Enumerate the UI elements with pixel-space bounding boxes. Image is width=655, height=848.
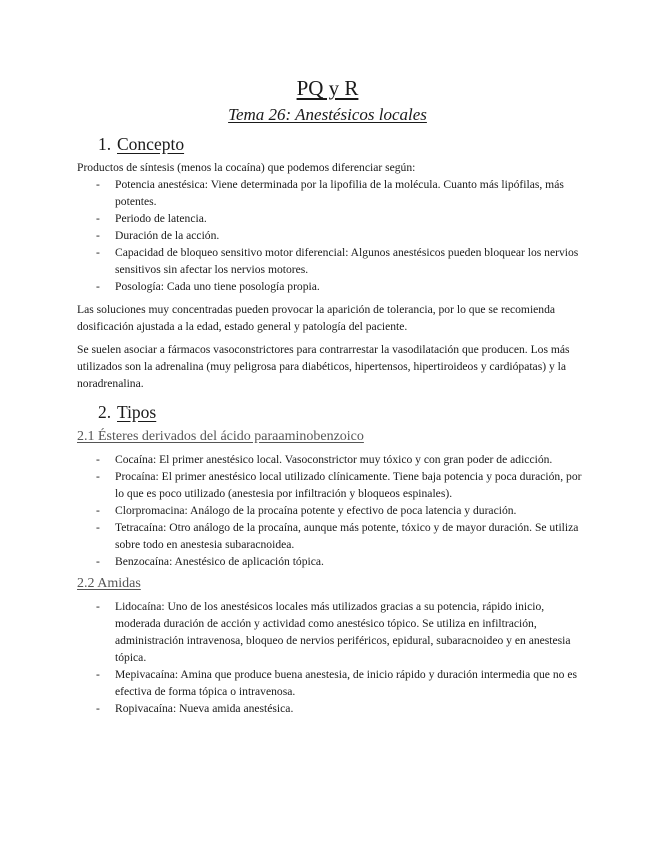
list-item: - Periodo de latencia. — [96, 212, 207, 225]
subsection-heading-esteres: 2.1 Ésteres derivados del ácido paraaminobenzoico — [77, 429, 364, 444]
dash-bullet: - — [96, 178, 100, 191]
list-item: - Mepivacaína: Amina que produce buena anestesia, de inicio rápido y duración intermedia que no es efectiva de forma tópica o intravenosa. — [96, 668, 577, 698]
section-title: Concepto — [117, 134, 185, 154]
section-heading-tipos — [98, 400, 585, 424]
esteres-list — [77, 451, 585, 570]
section1-intro: Productos de síntesis (menos la cocaína) que podemos diferenciar según: — [77, 161, 416, 174]
list-item: - Lidocaína: Uno de los anestésicos locales más utilizados gracias a su potencia, rápido inicio, moderada duración de acción y actividad como anestésico tópico. Se utiliza en infiltración, administración intravenosa, bloqueo de nervios periféricos, epidural, subaracnoideo y en anestesia tópica. — [96, 600, 571, 664]
dash-bullet: - — [96, 212, 100, 225]
list-item: - Procaína: El primer anestésico local utilizado clínicamente. Tiene baja potencia y poca duración, por lo que es poco utilizado (anestesia por infiltración y bloqueos espinales). — [96, 470, 582, 500]
list-item: - Duración de la acción. — [96, 229, 220, 242]
dash-bullet: - — [96, 229, 100, 242]
document-subtitle: Tema 26: Anestésicos locales — [228, 105, 427, 124]
document-title: PQ y R — [296, 76, 359, 100]
list-item: - Potencia anestésica: Viene determinada por la lipofilia de la molécula. Cuanto más lipófilas, más potentes. — [96, 178, 564, 208]
list-item: - Benzocaína: Anestésico de aplicación tópica. — [96, 555, 324, 568]
section-number: 1. — [98, 134, 112, 154]
section-heading-concepto — [98, 132, 585, 156]
dash-bullet: - — [96, 453, 100, 466]
section1-paragraph: Las soluciones muy concentradas pueden provocar la aparición de tolerancia, por lo que se recomienda dosificación ajustada a la edad, estado general y patología del paciente. — [77, 303, 556, 333]
amidas-list — [77, 598, 585, 717]
dash-bullet: - — [96, 504, 100, 517]
list-item: - Posología: Cada uno tiene posología propia. — [96, 280, 320, 293]
list-item: - Ropivacaína: Nueva amida anestésica. — [96, 702, 294, 715]
section1-paragraph: Se suelen asociar a fármacos vasoconstrictores para contrarrestar la vasodilatación que producen. Los más utilizados son la adrenalina (muy peligrosa para diabéticos, hipertensos, hipertiroideos y cardiópatas) y la noradrenalina. — [77, 343, 570, 390]
list-item: - Cocaína: El primer anestésico local. Vasoconstrictor muy tóxico y con gran poder de adicción. — [96, 453, 553, 466]
dash-bullet: - — [96, 470, 100, 483]
dash-bullet: - — [96, 555, 100, 568]
dash-bullet: - — [96, 280, 100, 293]
dash-bullet: - — [96, 246, 100, 259]
list-item: - Clorpromacina: Análogo de la procaína potente y efectivo de poca latencia y duración. — [96, 504, 517, 517]
concepto-list — [77, 176, 585, 295]
dash-bullet: - — [96, 521, 100, 534]
dash-bullet: - — [96, 600, 100, 613]
dash-bullet: - — [96, 668, 100, 681]
section-number: 2. — [98, 402, 112, 422]
list-item: - Capacidad de bloqueo sensitivo motor diferencial: Algunos anestésicos pueden bloquear los nervios sensitivos sin afectar los nervios motores. — [96, 246, 579, 276]
document-body — [77, 132, 585, 717]
section-title: Tipos — [117, 402, 157, 422]
subsection-heading-amidas: 2.2 Amidas — [77, 576, 141, 591]
dash-bullet: - — [96, 702, 100, 715]
list-item: - Tetracaína: Otro análogo de la procaína, aunque más potente, tóxico y de mayor duración. Se utiliza sobre todo en anestesia subaracnoidea. — [96, 521, 579, 551]
